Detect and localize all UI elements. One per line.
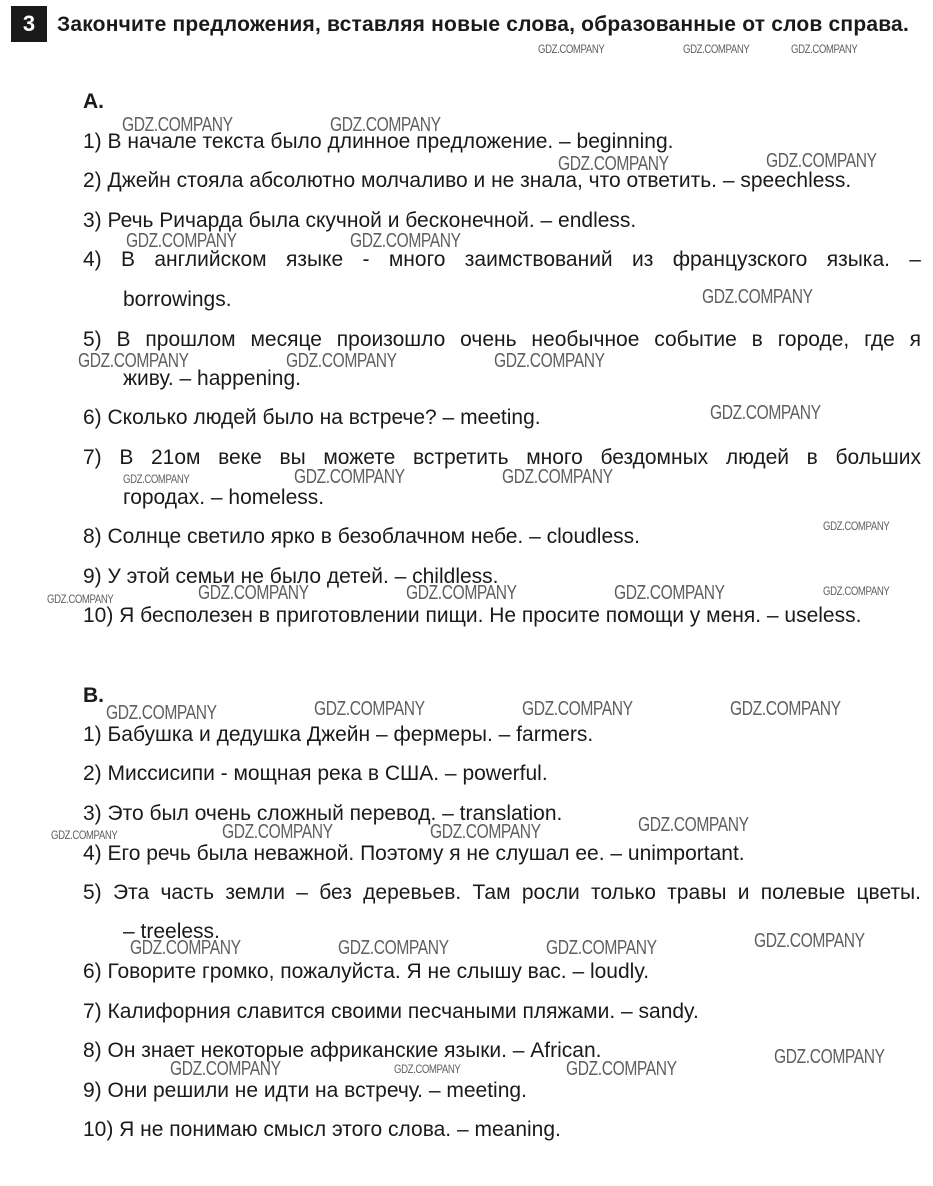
b-item-6: 6) Говорите громко, пожалуйста. Я не слышу вас. – loudly. [83,960,650,983]
a-item-7-cont: городах. – homeless. [123,486,325,509]
b-item-8: 8) Он знает некоторые африканские языки. – African. [83,1039,602,1062]
a-item-8: 8) Солнце светило ярко в безоблачном небе. – cloudless. [83,525,640,548]
watermark: GDZ.COMPANY [730,698,841,720]
b-item-2: 2) Миссисипи - мощная река в США. – powerful. [83,762,548,785]
a-item-1: 1) В начале текста было длинное предложение. – beginning. [83,130,674,153]
watermark: GDZ.COMPANY [338,937,449,959]
b-item-5-cont: – treeless. [123,920,220,943]
watermark: GDZ.COMPANY [222,821,333,843]
watermark: GDZ.COMPANY [106,702,217,724]
watermark: GDZ.COMPANY [123,472,190,486]
a-item-4: 4) В английском языке - много заимствований из французского языка. – [83,248,921,271]
watermark: GDZ.COMPANY [538,42,605,56]
a-item-5: 5) В прошлом месяце произошло очень необычное событие в городе, где я [83,328,921,351]
watermark: GDZ.COMPANY [78,350,189,372]
watermark: GDZ.COMPANY [170,1058,281,1080]
watermark: GDZ.COMPANY [494,350,605,372]
watermark: GDZ.COMPANY [286,350,397,372]
watermark: GDZ.COMPANY [51,828,118,842]
task-instruction: Закончите предложения, вставляя новые слова, образованные от слов справа. [57,13,909,36]
watermark: GDZ.COMPANY [430,821,541,843]
a-item-4-cont: borrowings. [123,288,232,311]
watermark: GDZ.COMPANY [774,1046,885,1068]
b-item-3: 3) Это был очень сложный перевод. – translation. [83,802,563,825]
watermark: GDZ.COMPANY [406,582,517,604]
section-a-label: A. [83,90,104,113]
a-item-2: 2) Джейн стояла абсолютно молчаливо и не знала, что ответить. – speechless. [83,169,852,192]
watermark: GDZ.COMPANY [558,153,669,175]
a-item-7: 7) В 21ом веке вы можете встретить много бездомных людей в больших [83,446,921,469]
a-item-9: 9) У этой семьи не было детей. – childless. [83,565,499,588]
watermark: GDZ.COMPANY [394,1062,461,1076]
watermark: GDZ.COMPANY [683,42,750,56]
watermark: GDZ.COMPANY [350,230,461,252]
watermark: GDZ.COMPANY [47,592,114,606]
watermark: GDZ.COMPANY [566,1058,677,1080]
b-item-10: 10) Я не понимаю смысл этого слова. – meaning. [83,1118,561,1141]
a-item-5-cont: живу. – happening. [123,367,301,390]
b-item-9: 9) Они решили не идти на встречу. – meeting. [83,1079,527,1102]
watermark: GDZ.COMPANY [638,814,749,836]
watermark: GDZ.COMPANY [702,286,813,308]
b-item-1: 1) Бабушка и дедушка Джейн – фермеры. – farmers. [83,723,594,746]
watermark: GDZ.COMPANY [126,230,237,252]
watermark: GDZ.COMPANY [122,114,233,136]
watermark: GDZ.COMPANY [791,42,858,56]
watermark: GDZ.COMPANY [710,402,821,424]
watermark: GDZ.COMPANY [546,937,657,959]
watermark: GDZ.COMPANY [823,584,890,598]
section-b-label: B. [83,684,104,707]
watermark: GDZ.COMPANY [198,582,309,604]
watermark: GDZ.COMPANY [823,519,890,533]
watermark: GDZ.COMPANY [766,150,877,172]
watermark: GDZ.COMPANY [754,930,865,952]
a-item-6: 6) Сколько людей было на встрече? – meeting. [83,406,541,429]
watermark: GDZ.COMPANY [330,114,441,136]
watermark: GDZ.COMPANY [130,937,241,959]
a-item-10: 10) Я бесполезен в приготовлении пищи. Не просите помощи у меня. – useless. [83,604,862,627]
b-item-4: 4) Его речь была неважной. Поэтому я не слушал ее. – unimportant. [83,842,745,865]
watermark: GDZ.COMPANY [522,698,633,720]
b-item-7: 7) Калифорния славится своими песчаными пляжами. – sandy. [83,1000,699,1023]
task-number-badge: 3 [11,6,47,42]
watermark: GDZ.COMPANY [294,466,405,488]
watermark: GDZ.COMPANY [314,698,425,720]
b-item-5: 5) Эта часть земли – без деревьев. Там росли только травы и полевые цветы. [83,881,921,904]
a-item-3: 3) Речь Ричарда была скучной и бесконечной. – endless. [83,209,637,232]
watermark: GDZ.COMPANY [614,582,725,604]
watermark: GDZ.COMPANY [502,466,613,488]
